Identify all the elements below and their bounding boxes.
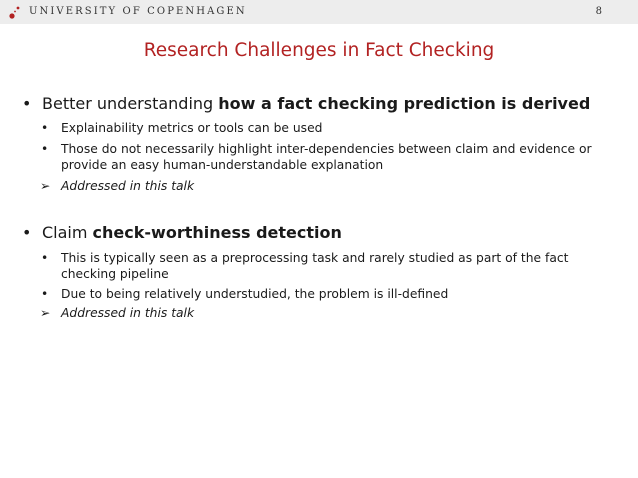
section-1-note <box>40 179 194 193</box>
arrow-bullet-icon: ➢ <box>40 306 51 320</box>
bullet-icon: • <box>22 94 32 113</box>
bullet-icon: • <box>41 142 49 156</box>
section-2-note-text: Addressed in this talk <box>61 306 195 320</box>
bullet-icon: • <box>41 287 49 301</box>
section-1-item-2 <box>41 141 621 173</box>
bullet-icon: • <box>22 223 32 242</box>
university-logo-icon <box>8 4 22 20</box>
section-1-item-2-text: Those do not necessarily highlight inter-dependencies between claim and evidence or provide an easy human-understandable explanation <box>61 142 592 172</box>
section-2-item-1-text: This is typically seen as a preprocessing task and rarely studied as part of the fact checking pipeline <box>61 251 569 281</box>
university-name: UNIVERSITY OF COPENHAGEN <box>29 6 247 17</box>
header-bar <box>0 0 638 24</box>
page-number: 8 <box>595 6 602 17</box>
section-2-item-2-text: Due to being relatively understudied, the problem is ill-defined <box>61 287 449 301</box>
section-1-note-text: Addressed in this talk <box>61 179 195 193</box>
section-1-item-1-text: Explainability metrics or tools can be used <box>61 121 323 135</box>
section-1-lead-bold: how a fact checking prediction is derived <box>218 94 591 113</box>
section-1-item-1 <box>41 120 621 136</box>
section-1-lead: Better understanding <box>42 94 219 113</box>
arrow-bullet-icon: ➢ <box>40 179 51 193</box>
bullet-icon: • <box>41 121 49 135</box>
slide-title: Research Challenges in Fact Checking <box>143 40 495 61</box>
section-2-item-2 <box>41 286 621 302</box>
section-2-lead-bold: check-worthiness detection <box>92 223 342 242</box>
bullet-icon: • <box>41 251 49 265</box>
section-2-lead: Claim <box>42 223 93 242</box>
section-2-note <box>40 306 194 320</box>
section-2-item-1 <box>41 250 621 282</box>
section-2-heading <box>22 223 342 242</box>
section-1-heading <box>22 94 590 113</box>
